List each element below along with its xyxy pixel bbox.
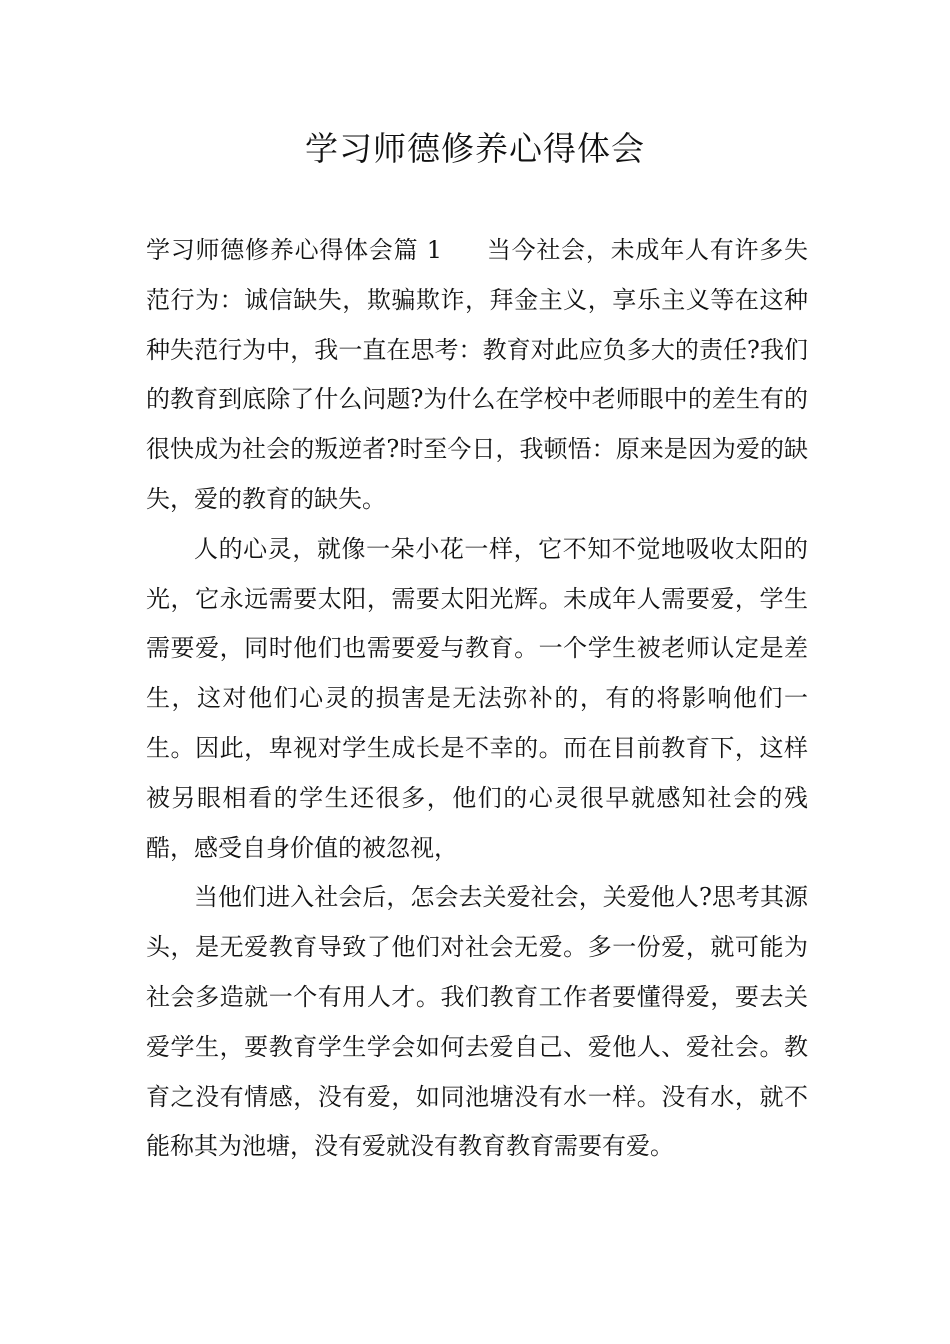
section-heading: 学习师德修养心得体会篇 1 — [146, 236, 443, 264]
paragraph-2: 人的心灵，就像一朵小花一样，它不知不觉地吸收太阳的光，它永远需要太阳，需要太阳光辉。未成年人需要爱，学生需要爱，同时他们也需要爱与教育。一个学生被老师认定是差生，这对他们心灵的损害是无法弥补的，有的将影响他们一生。因此，卑视对学生成长是不幸的。而在目前教育下，这样被另眼相看的学生还很多，他们的心灵很早就感知社会的残酷，感受自身价值的被忽视， — [146, 534, 808, 862]
document-body — [146, 226, 808, 1172]
paragraph-3: 当他们进入社会后，怎会去关爱社会，关爱他人?思考其源头，是无爱教育导致了他们对社会无爱。多一份爱，就可能为社会多造就一个有用人才。我们教育工作者要懂得爱，要去关爱学生，要教育学生学会如何去爱自己、爱他人、爱社会。教育之没有情感，没有爱，如同池塘没有水一样。没有水，就不能称其为池塘，没有爱就没有教育教育需要有爱。 — [146, 883, 808, 1161]
document-title: 学习师德修养心得体会 — [305, 129, 645, 168]
paragraph-1 — [146, 226, 808, 525]
paragraph-1-text: 当今社会，未成年人有许多失范行为：诚信缺失，欺骗欺诈，拜金主义，享乐主义等在这种种失范行为中，我一直在思考：教育对此应负多大的责任?我们的教育到底除了什么问题?为什么在学校中老师眼中的差生有的很快成为社会的叛逆者?时至今日，我顿悟：原来是因为爱的缺失，爱的教育的缺失。 — [146, 236, 809, 513]
